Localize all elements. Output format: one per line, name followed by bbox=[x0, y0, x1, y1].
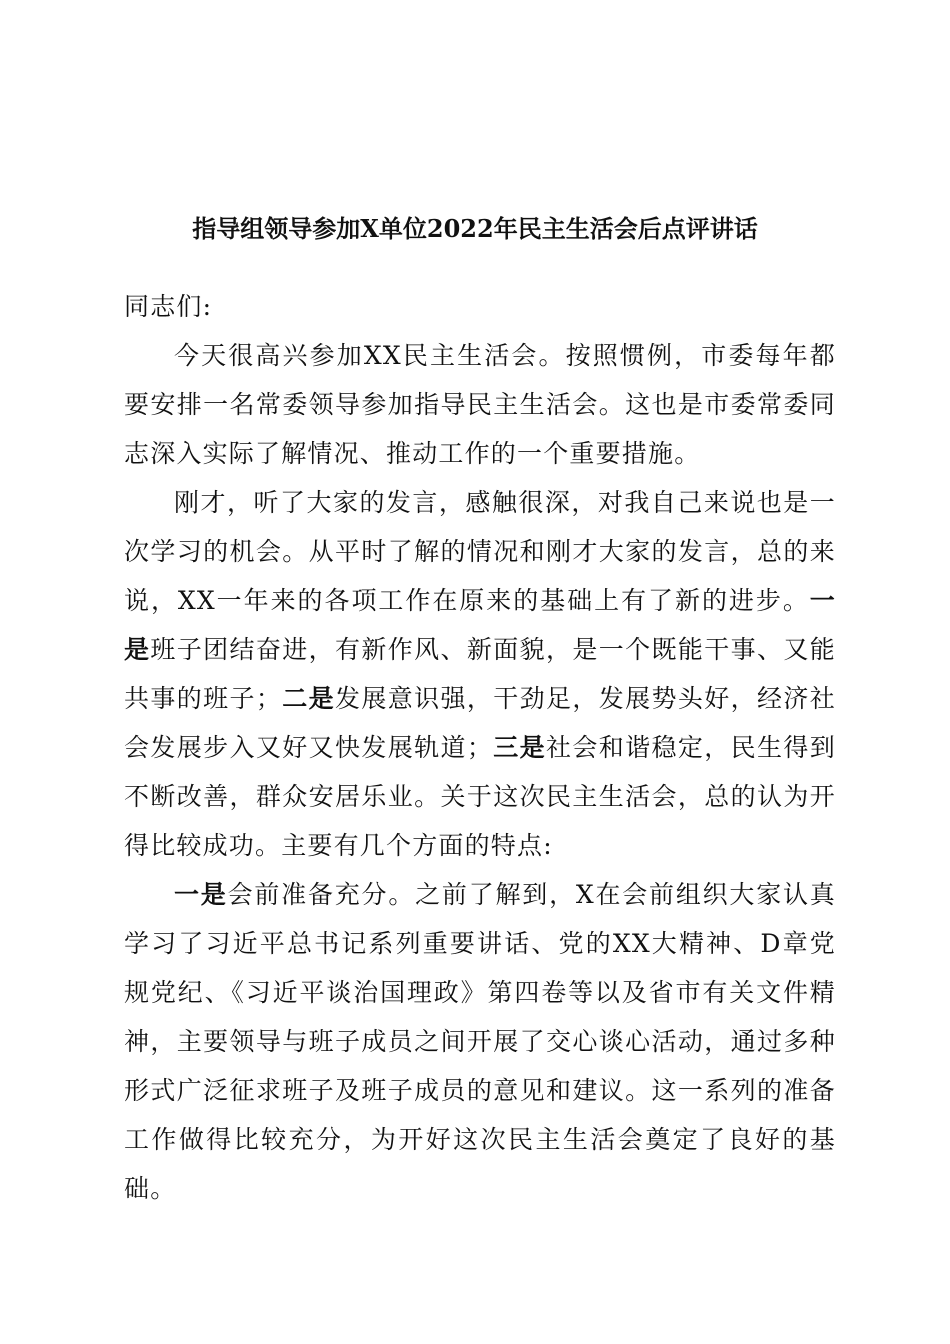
paragraph-2-text-1: 刚才，听了大家的发言，感触很深，对我自己来说也是一次学习的机会。从平时了解的情况和刚才大家的发言，总的来说，XX一年来的各项工作在原来的基础上有了新的进步。 bbox=[124, 488, 836, 615]
document-title: 指导组领导参加X单位2022年民主生活会后点评讲话 bbox=[192, 214, 758, 243]
paragraph-2 bbox=[124, 478, 836, 870]
paragraph-3-point-1-label: 一是 bbox=[174, 880, 228, 909]
paragraph-2-point-3-label: 三是 bbox=[493, 733, 547, 762]
paragraph-2-text-2: 班子团结奋进，有新作风、新面貌，是一个既能干事、又能共事的班子； bbox=[124, 635, 837, 713]
paragraph-2-point-2-label: 二是 bbox=[282, 684, 336, 713]
paragraph-2-point-1-label: 一是 bbox=[124, 586, 836, 664]
paragraph-2-text-4: 社会和谐稳定，民生得到不断改善，群众安居乐业。关于这次民主生活会，总的认为开得比较成功。主要有几个方面的特点: bbox=[124, 733, 836, 860]
paragraph-3 bbox=[124, 870, 836, 1213]
document-body bbox=[124, 282, 836, 1213]
paragraph-1: 今天很高兴参加XX民主生活会。按照惯例，市委每年都要安排一名常委领导参加指导民主生活会。这也是市委常委同志深入实际了解情况、推动工作的一个重要措施。 bbox=[124, 341, 836, 468]
paragraph-2-text-3: 发展意识强，干劲足，发展势头好，经济社会发展步入又好又快发展轨道； bbox=[124, 684, 837, 762]
salutation: 同志们: bbox=[124, 292, 213, 321]
paragraph-3-text-1: 会前准备充分。之前了解到，X在会前组织大家认真学习了习近平总书记系列重要讲话、党的XX大精神、D章党规党纪、《习近平谈治国理政》第四卷等以及省市有关文件精神，主要领导与班子成员之间开展了交心谈心活动，通过多种形式广泛征求班子及班子成员的意见和建议。这一系列的准备工作做得比较充分，为开好这次民主生活会奠定了良好的基础。 bbox=[124, 880, 836, 1203]
